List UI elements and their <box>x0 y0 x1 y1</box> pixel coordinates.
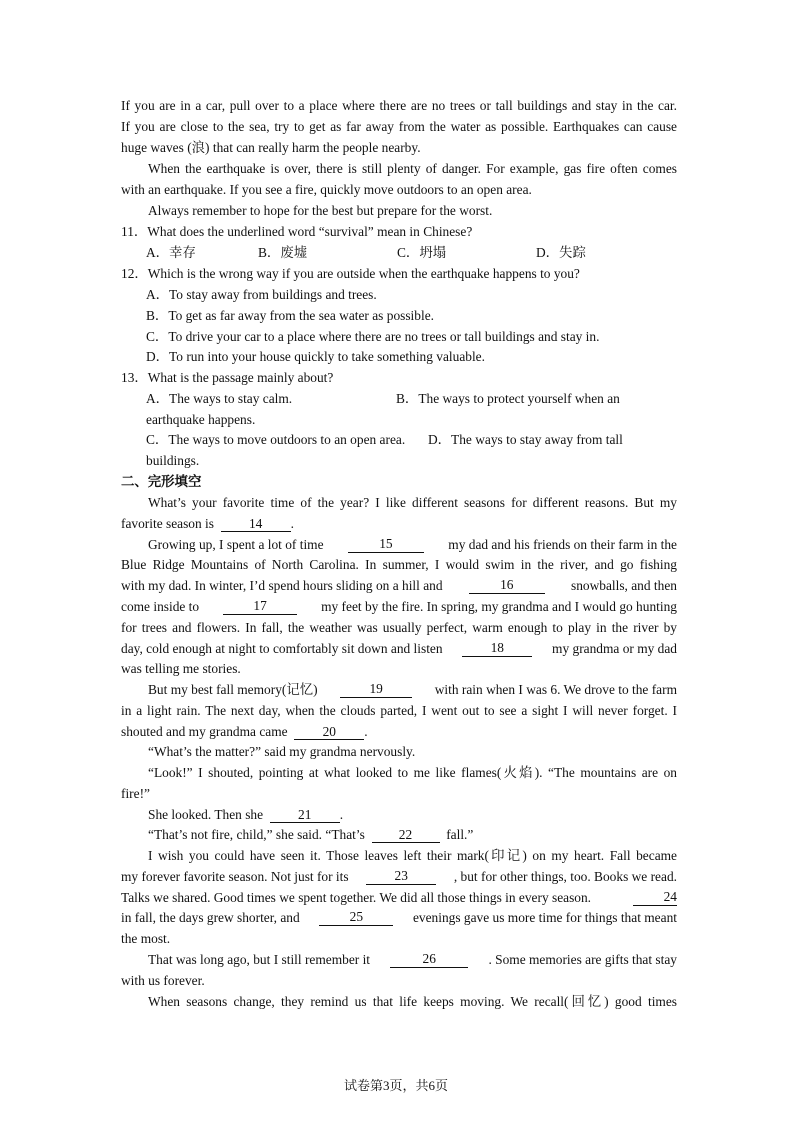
option-a: A．To stay away from buildings and trees. <box>146 287 377 302</box>
blank-19[interactable]: 19 <box>340 682 412 698</box>
cloze-text: with rain when I was 6. We drove to the farm <box>434 682 677 697</box>
cloze-line: fire!” <box>121 786 150 801</box>
blank-22[interactable]: 22 <box>372 828 440 843</box>
cloze-text: favorite season is <box>121 516 214 531</box>
cloze-text: “That’s not fire, child,” she said. “That’s <box>148 827 365 842</box>
cloze-line <box>121 869 677 885</box>
option-b: B．废墟 <box>258 245 308 260</box>
option-b: B．To get as far away from the sea water as possible. <box>146 308 434 323</box>
option-a: A．幸存 <box>146 245 196 260</box>
option-d-continued: buildings. <box>146 453 200 468</box>
option-d: D．The ways to stay away from tall <box>428 432 623 447</box>
option-c: C．The ways to move outdoors to an open area. <box>146 432 406 447</box>
cloze-line <box>121 578 677 594</box>
question-12-stem: 12．Which is the wrong way if you are outside when the earthquake happens to you? <box>121 266 580 281</box>
cloze-line <box>121 641 677 657</box>
cloze-text: my grandma or my dad <box>552 641 677 656</box>
passage-line: with an earthquake. If you see a fire, quickly move outdoors to an open area. <box>121 182 532 197</box>
cloze-line: “What’s the matter?” said my grandma nervously. <box>148 744 416 759</box>
cloze-text: . <box>364 724 368 739</box>
cloze-text: with my dad. In winter, I’d spend hours sliding on a hill and <box>121 578 443 593</box>
blank-25[interactable]: 25 <box>319 910 393 926</box>
passage-line: huge waves (浪) that can really harm the people nearby. <box>121 140 421 155</box>
passage-line: If you are in a car, pull over to a place where there are no trees or tall buildings and stay in the car. <box>121 98 677 113</box>
option-c: C．坍塌 <box>397 245 447 260</box>
cloze-line: for trees and flowers. In fall, the weather was usually perfect, warm enough to play in the river by <box>121 620 677 635</box>
cloze-text: my feet by the fire. In spring, my grandma and I would go hunting <box>321 599 677 614</box>
blank-17[interactable]: 17 <box>223 599 297 615</box>
cloze-text: in fall, the days grew shorter, and <box>121 910 300 925</box>
cloze-line: I wish you could have seen it. Those leaves left their mark(印记) on my heart. Fall became <box>148 848 677 863</box>
cloze-text: evenings gave us more time for things that meant <box>412 910 677 925</box>
cloze-text: . <box>339 807 344 822</box>
cloze-line <box>148 682 677 698</box>
blank-24[interactable]: 24 <box>633 890 677 906</box>
cloze-line <box>121 599 677 615</box>
section-heading: 二、完形填空 <box>121 474 202 489</box>
option-b-continued: earthquake happens. <box>146 412 256 427</box>
blank-18[interactable]: 18 <box>462 641 532 657</box>
cloze-text: day, cold enough at night to comfortably sit down and listen <box>121 641 443 656</box>
question-11-stem: 11．What does the underlined word “survival” mean in Chinese? <box>121 224 473 239</box>
cloze-line: When seasons change, they remind us that life keeps moving. We recall(回忆) good times <box>148 994 677 1009</box>
cloze-text: shouted and my grandma came <box>121 724 288 739</box>
cloze-line <box>148 952 677 968</box>
passage-line: Always remember to hope for the best but prepare for the worst. <box>148 203 493 218</box>
cloze-line <box>121 516 677 532</box>
passage-line: If you are close to the sea, try to get as far away from the water as possible. Earthquakes can cause <box>121 119 677 134</box>
cloze-text: But my best fall memory(记忆) <box>148 682 318 697</box>
option-a: A．The ways to stay calm. <box>146 391 293 406</box>
passage-line: When the earthquake is over, there is still plenty of danger. For example, gas fire often comes <box>148 161 677 176</box>
cloze-text: fall.” <box>446 827 474 842</box>
option-d: D．To run into your house quickly to take something valuable. <box>146 349 485 364</box>
question-13-stem: 13．What is the passage mainly about? <box>121 370 334 385</box>
blank-26[interactable]: 26 <box>390 952 468 968</box>
blank-16[interactable]: 16 <box>469 578 545 594</box>
cloze-line <box>121 910 677 926</box>
blank-23[interactable]: 23 <box>366 869 436 885</box>
cloze-line <box>148 537 677 553</box>
cloze-line: in a light rain. The next day, when the clouds parted, I went out to see a sight I will never forget. I <box>121 703 677 718</box>
option-d: D．失踪 <box>536 245 586 260</box>
cloze-line <box>121 890 677 906</box>
cloze-line: the most. <box>121 931 171 946</box>
cloze-text: Talks we shared. Good times we spent together. We did all those things in every season. <box>121 890 592 905</box>
blank-21[interactable]: 21 <box>270 808 340 823</box>
cloze-line: Blue Ridge Mountains of North Carolina. In summer, I would swim in the river, and go fishing <box>121 557 677 572</box>
cloze-text: Growing up, I spent a lot of time <box>148 537 324 552</box>
blank-14[interactable]: 14 <box>221 517 291 532</box>
cloze-text: . <box>290 516 295 531</box>
cloze-text: my dad and his friends on their farm in the <box>448 537 677 552</box>
blank-15[interactable]: 15 <box>348 537 424 553</box>
cloze-text: my forever favorite season. Not just for its <box>121 869 349 884</box>
cloze-line: “Look!” I shouted, pointing at what looked to me like flames(火焰). “The mountains are on <box>148 765 677 780</box>
option-b: B．The ways to protect yourself when an <box>396 391 620 406</box>
cloze-line <box>148 827 677 843</box>
cloze-text: That was long ago, but I still remember it <box>148 952 371 967</box>
cloze-line: was telling me stories. <box>121 661 241 676</box>
cloze-line: What’s your favorite time of the year? I like different seasons for different reasons. But my <box>148 495 677 510</box>
cloze-text: come inside to <box>121 599 200 614</box>
cloze-text: . Some memories are gifts that stay <box>488 952 677 967</box>
page-footer: 试卷第3页，共6页 <box>343 1078 448 1093</box>
blank-20[interactable]: 20 <box>294 725 364 740</box>
cloze-line <box>148 807 677 823</box>
option-c: C．To drive your car to a place where there are no trees or tall buildings and stay in. <box>146 329 600 344</box>
cloze-text: She looked. Then she <box>148 807 264 822</box>
cloze-text: , but for other things, too. Books we read. <box>453 869 677 884</box>
cloze-line: with us forever. <box>121 973 205 988</box>
cloze-text: snowballs, and then <box>570 578 677 593</box>
cloze-line <box>121 724 677 740</box>
